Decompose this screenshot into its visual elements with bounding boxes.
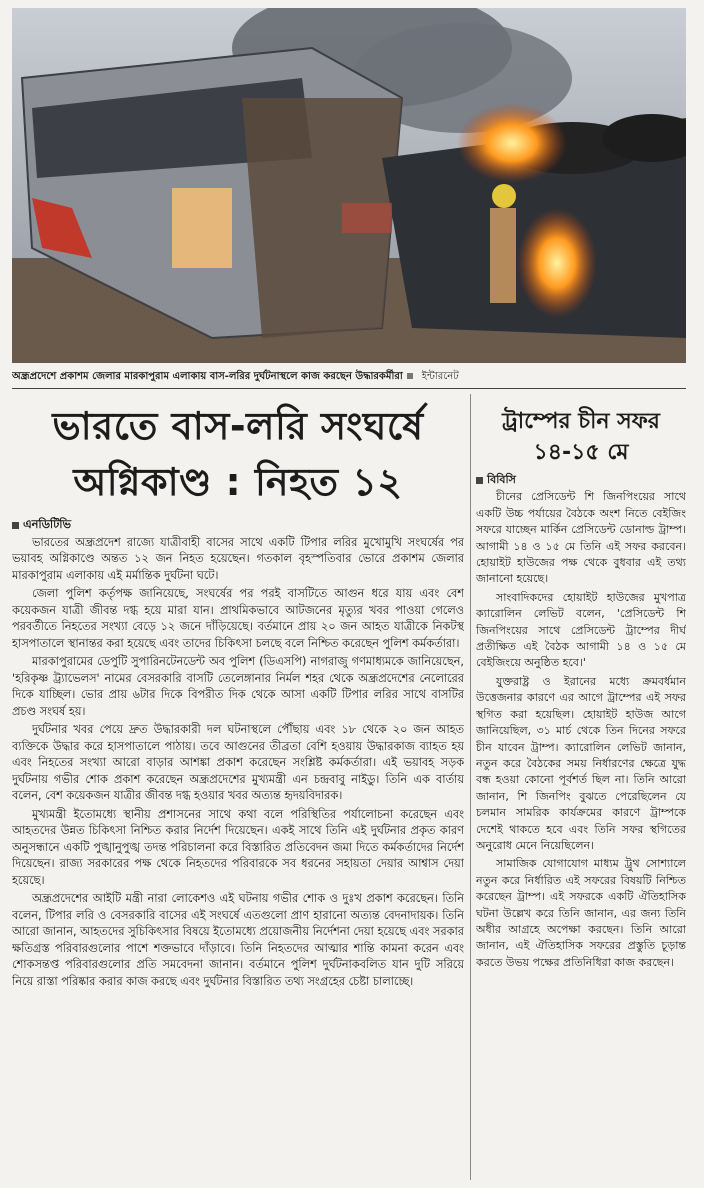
- main-story-source: [12, 517, 464, 534]
- main-headline-line1: ভারতে বাস-লরি সংঘর্ষে: [52, 404, 424, 448]
- square-bullet-icon: [407, 373, 413, 379]
- paragraph: সামাজিক যোগাযোগ মাধ্যম ট্রুথ সোশ্যালে নতুন করে নির্ধারিত এই সফরের বিষয়টি নিশ্চিত করেছেন ট্রাম্প। এই সফরকে একটি ঐতিহাসিক ঘটনা উল্লেখ করে তিনি জানান, এর জন্য তিনি অধীর আগ্রহে অপেক্ষা করছেন। তিনি আরো জানান, এই ঐতিহাসিক সফরের প্রস্তুতি চূড়ান্ত করতে উভয় পক্ষের প্রতিনিধিরা কাজ করছেন।: [476, 857, 686, 969]
- paragraph: যুক্তরাষ্ট্র ও ইরানের মধ্যে ক্রমবর্ধমান উত্তেজনার কারণে এর আগে ট্রাম্পের এই সফর স্থগিত করা হয়েছিল। হোয়াইট হাউজ আগে জানিয়েছিল, ৩১ মার্চ থেকে তিন দিনের সফরে চীন যাবেন ট্রাম্প। ক্যারোলিন লেভিট জানান, নতুন করে বৈঠকের সময় নির্ধারণের ক্ষেত্রে যুদ্ধ বন্ধ হওয়া কোনো পূর্বশর্ত ছিল না। তিনি আরো জানান, শি জিনপিং বুঝতে পেরেছিলেন যে চলমান সামরিক কার্যক্রমের কারণে ট্রাম্পকে দেশেই থাকতে হবে এবং তিনি সফর স্থগিতের অনুরোধ মেনে নিয়েছিলেন।: [476, 674, 686, 852]
- photo-credit: ইন্টারনেট: [421, 371, 459, 382]
- main-source-label: এনডিটিভি: [23, 518, 71, 531]
- side-headline-line1: ট্রাম্পের চীন সফর: [502, 409, 660, 434]
- column-divider: [470, 394, 471, 1180]
- square-bullet-icon: [12, 522, 19, 529]
- paragraph: মারকাপুরামের ডেপুটি সুপারিনটেনডেন্ট অব পুলিশ (ডিএসপি) নাগরাজু গণমাধ্যমকে জানিয়েছেন, 'হরিকৃষ্ণ ট্র্যাভেলস' নামের বেসরকারি বাসটি তেলেঙ্গানার নির্মল শহর থেকে অন্ধ্রপ্রদেশের নেলোরের দিকে যাচ্ছিল। ভোর প্রায় ৬টার দিকে বিপরীত দিক থেকে আসা একটি টিপার লরির সাথে বাসটির প্রচণ্ড সংঘর্ষ হয়।: [12, 655, 464, 718]
- square-bullet-icon: [476, 477, 483, 484]
- paragraph: সাংবাদিকদের হোয়াইট হাউজের মুখপাত্র ক্যারোলিন লেভিট বলেন, 'প্রেসিডেন্ট শি জিনপিংয়ের সাথে প্রেসিডেন্ট ট্রাম্পের দীর্ঘ প্রতীক্ষিত এই বৈঠক আগামী ১৪ ও ১৫ মে বেইজিংয়ে অনুষ্ঠিত হবে।': [476, 590, 686, 670]
- divider: [12, 388, 686, 389]
- side-headline-line2: ১৪-১৫ মে: [533, 440, 629, 465]
- paragraph: অন্ধ্রপ্রদেশের আইটি মন্ত্রী নারা লোকেশও এই ঘটনায় গভীর শোক ও দুঃখ প্রকাশ করেছেন। তিনি বলেন, টিপার লরি ও বেসরকারি বাসের এই সংঘর্ষে এতগুলো প্রাণ হারানো অত্যন্ত বেদনাদায়ক। তিনি আরো জানান, আহতদের সুচিকিৎসার বিষয়ে ইতোমধ্যে প্রয়োজনীয় নির্দেশনা দেয়া হয়েছে এবং সরকার ক্ষতিগ্রস্ত পরিবারগুলোর পাশে শক্তভাবে দাঁড়াবে। তিনি নিহতদের আত্মার শান্তি কামনা করেন এবং শোকসন্তপ্ত পরিবারগুলোর প্রতি সমবেদনা জানান। বর্তমানে পুলিশ দুর্ঘটনাকবলিত যান দুটি সরিয়ে নিয়ে রাস্তা পরিষ্কার করার কাজ করছে এবং দুর্ঘটনার বিস্তারিত তথ্য সংগ্রহের চেষ্টা চালাচ্ছে।: [12, 892, 464, 988]
- news-photo: [12, 8, 686, 363]
- paragraph: জেলা পুলিশ কর্তৃপক্ষ জানিয়েছে, সংঘর্ষের পর পরই বাসটিতে আগুন ধরে যায় এবং বেশ কয়েকজন যাত্রী জীবন্ত দগ্ধ হয়ে মারা যান। প্রাথমিকভাবে আটজনের মৃত্যুর খবর পাওয়া গেলেও পরবর্তীতে নিহতের সংখ্যা বেড়ে ১২ জনে দাঁড়িয়েছে। বর্তমানে প্রায় ২০ জন আহত যাত্রীকে নিকটস্থ হাসপাতালে স্থানান্তর করা হয়েছে এবং তাদের চিকিৎসা চলছে বলে নিশ্চিত করেছেন পুলিশ কর্মকর্তারা।: [12, 587, 464, 650]
- side-headline: [476, 406, 686, 468]
- paragraph: মুখ্যমন্ত্রী ইতোমধ্যে স্থানীয় প্রশাসনের সাথে কথা বলে পরিস্থিতির পর্যালোচনা করেছেন এবং আহতদের উন্নত চিকিৎসা নিশ্চিত করার নির্দেশ দিয়েছেন। একই সাথে তিনি এই দুর্ঘটনার প্রকৃত কারণ অনুসন্ধানে একটি পুঙ্খানুপুঙ্খ তদন্ত পরিচালনা করে বিস্তারিত প্রতিবেদন জমা দিতে কর্মকর্তাদের নির্দেশ দিয়েছেন। রাজ্য সরকারের পক্ষ থেকে নিহতদের পরিবারকে সব ধরনের সহায়তা দেয়ার আশ্বাস দেয়া হয়েছে।: [12, 807, 464, 887]
- side-story-body: [476, 472, 686, 1182]
- main-headline: [12, 398, 464, 510]
- main-story-body: [12, 517, 464, 1182]
- photo-caption: [12, 368, 686, 386]
- paragraph: ভারতের অন্ধ্রপ্রদেশ রাজ্যে যাত্রীবাহী বাসের সাথে একটি টিপার লরির মুখোমুখি সংঘর্ষের পর ভয়াবহ অগ্নিকাণ্ডে অন্তত ১২ জন নিহত হয়েছেন। গতকাল বৃহস্পতিবার ভোরে প্রকাশম জেলার মারকাপুরাম এলাকায় এই মর্মান্তিক দুর্ঘটনা ঘটে।: [12, 535, 464, 582]
- main-headline-line2: অগ্নিকাণ্ড : নিহত ১২: [73, 460, 403, 504]
- paragraph: দুর্ঘটনার খবর পেয়ে দ্রুত উদ্ধারকারী দল ঘটনাস্থলে পৌঁছায় এবং ১৮ থেকে ২০ জন আহত ব্যক্তিকে উদ্ধার করে হাসপাতালে পাঠায়। তবে আগুনের তীব্রতা বেশি হওয়ায় উদ্ধারকাজ ব্যাহত হয় এবং নিহতের সংখ্যা আরো বাড়ার আশঙ্কা প্রকাশ করেছেন সংশ্লিষ্ট কর্মকর্তারা। এই ভয়াবহ সড়ক দুর্ঘটনায় গভীর শোক প্রকাশ করেছেন অন্ধ্রপ্রদেশের মুখ্যমন্ত্রী এন চন্দ্রবাবু নাইডু। তিনি এক বার্তায় বলেন, বেশ কয়েকজন যাত্রীর জীবন্ত দগ্ধ হওয়ার খবর অত্যন্ত হৃদয়বিদারক।: [12, 723, 464, 802]
- side-story-source: [476, 472, 686, 488]
- caption-text: অন্ধ্রপ্রদেশে প্রকাশম জেলার মারকাপুরাম এলাকায় বাস-লরির দুর্ঘটনাস্থলে কাজ করছেন উদ্ধারকর্মীরা: [12, 371, 403, 382]
- side-source-label: বিবিসি: [487, 473, 516, 486]
- paragraph: চীনের প্রেসিডেন্ট শি জিনপিংয়ের সাথে একটি উচ্চ পর্যায়ের বৈঠকে অংশ নিতে বেইজিং সফরে যাচ্ছেন মার্কিন প্রেসিডেন্ট ডোনাল্ড ট্রাম্প। আগামী ১৪ ও ১৫ মে তিনি এই সফর করবেন। হোয়াইট হাউজের পক্ষ থেকে বুধবার এই তথ্য জানানো হয়েছে।: [476, 490, 686, 586]
